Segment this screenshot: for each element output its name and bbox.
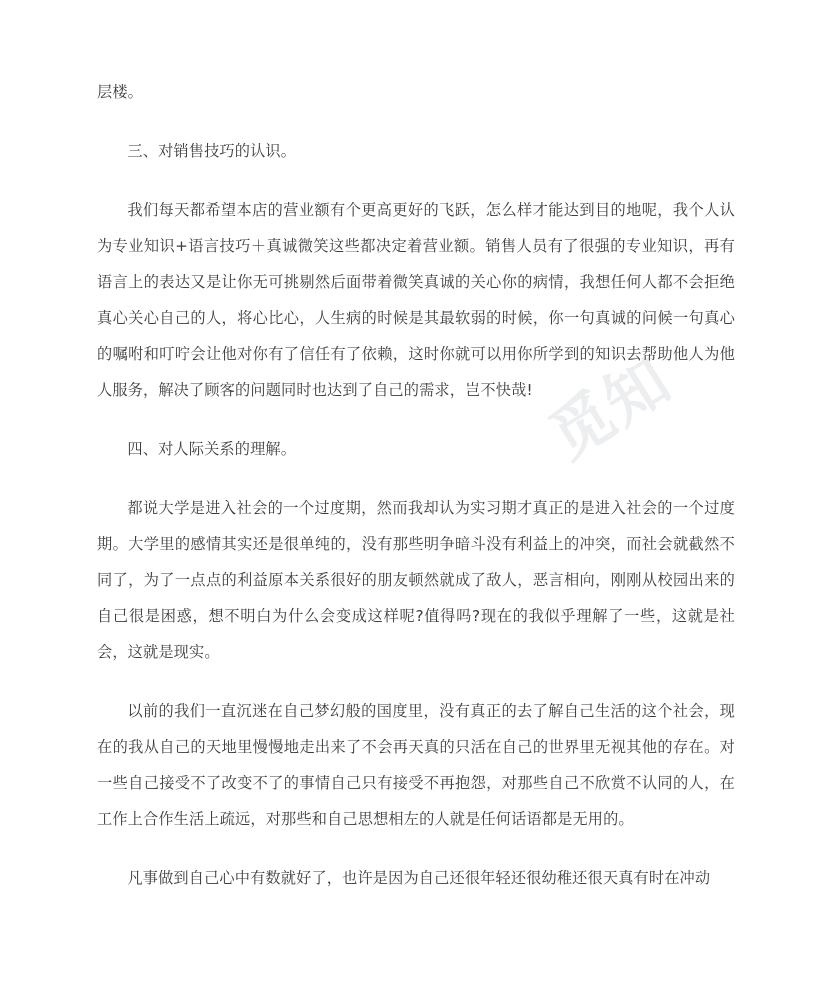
spacer: [97, 467, 735, 490]
heading-section-four: 四、对人际关系的理解。: [127, 440, 297, 458]
paragraph-continuation-ceng-lou: 层楼。: [97, 83, 144, 101]
heading-section-three: 三、对销售技巧的认识。: [127, 142, 297, 160]
paragraph-sales-skills: 我们每天都希望本店的营业额有个更高更好的飞跃，怎么样才能达到目的地呢，我个人认为专业知识+语言技巧＋真诚微笑这些都决定着营业额。销售人员有了很强的专业知识，再有语言上的表达又是让你无可挑剔然后面带着微笑真诚的关心你的病情，我想任何人都不会拒绝真心关心自己的人，将心比心，人生病的时候是其最软弱的时候，你一句真诚的问候一句真心的嘱咐和叮咛会让他对你有了信任有了依赖，这时你就可以用你所学到的知识去帮助他人为他人服务，解决了顾客的问题同时也达到了自己的需求，岂不快哉!: [97, 201, 735, 399]
paragraph-final: 凡事做到自己心中有数就好了，也许是因为自己还很年轻还很幼稚还很天真有时在冲动: [127, 869, 711, 887]
spacer: [97, 408, 735, 431]
spacer: [97, 837, 735, 860]
paragraph-university-society: 都说大学是进入社会的一个过度期，然而我却认为实习期才真正的是进入社会的一个过度期。大学里的感情其实还是很单纯的，没有那些明争暗斗没有利益上的冲突，而社会就截然不同了，为了一点点的利益原本关系很好的朋友顿然就成了敌人，恶言相向，刚刚从校园出来的自己很是困惑，想不明白为什么会变成这样呢?值得吗?现在的我似乎理解了一些，这就是社会，这就是现实。: [97, 499, 735, 661]
paragraph-dream-country: 以前的我们一直沉迷在自己梦幻般的国度里，没有真正的去了解自己生活的这个社会，现在的我从自己的天地里慢慢地走出来了不会再天真的只活在自己的世界里无视其他的存在。对一些自己接受不了改变不了的事情自己只有接受不再抱怨，对那些自己不欣赏不认同的人，在工作上合作生活上疏远，对那些和自己思想相左的人就是任何话语都是无用的。: [97, 702, 735, 828]
watermark-text: 觅知: [536, 343, 685, 473]
spacer: [97, 670, 735, 693]
spacer: [97, 110, 735, 133]
document-content: [97, 74, 735, 896]
spacer: [97, 169, 735, 192]
